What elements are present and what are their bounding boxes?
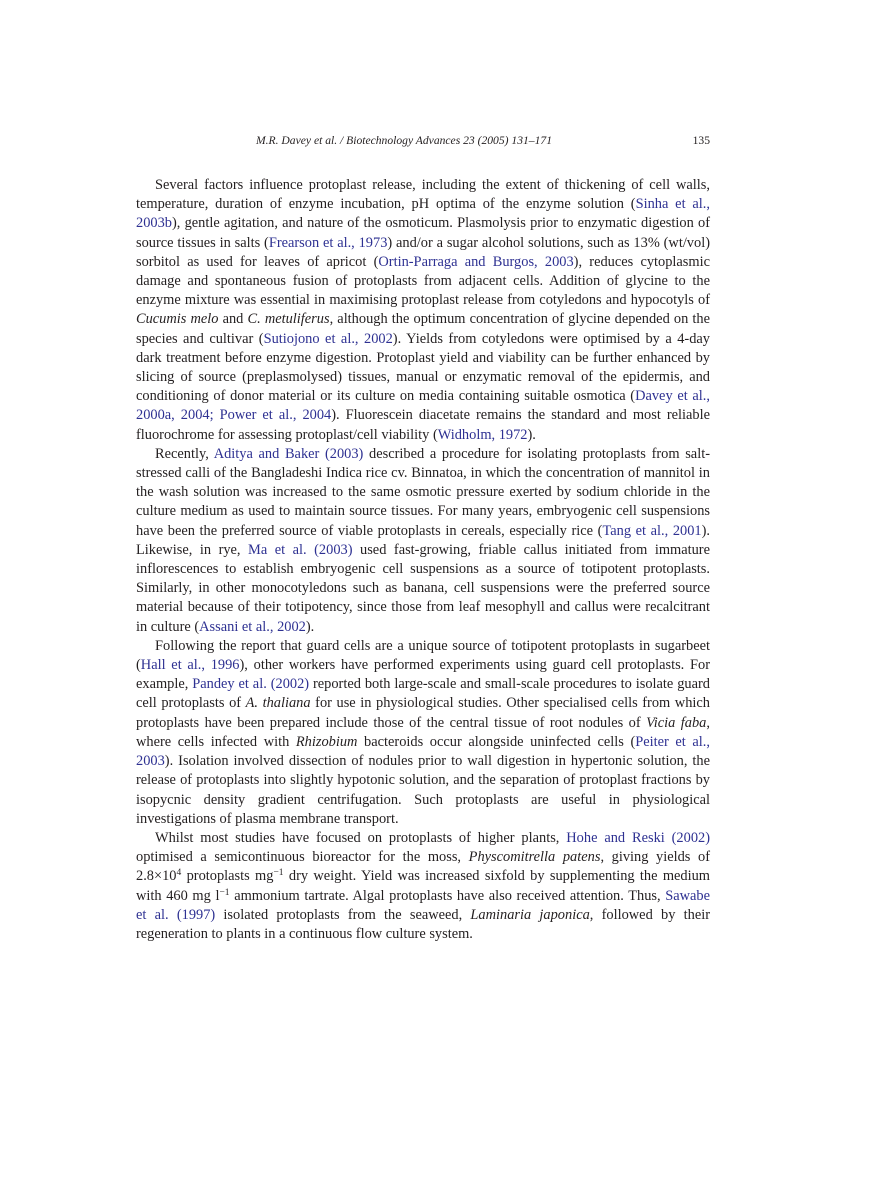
text-run: ). — [305, 618, 315, 635]
paragraph-protoplast-release — [136, 176, 710, 445]
text-run: Recently, — [155, 445, 214, 462]
journal-citation: M.R. Davey et al. / Biotechnology Advances 23 (2005) 131–171 — [256, 134, 552, 147]
species-name: Vicia faba — [646, 714, 707, 731]
text-run: , where cells infected with — [136, 714, 710, 750]
text-run: Several factors influence protoplast release, including the extent of thickening of cell walls, temperature, duration of enzyme incubation, pH optima of the enzyme solution ( — [136, 177, 710, 213]
text-run: , followed by their regeneration to plants in a continuous flow culture system. — [136, 906, 710, 942]
citation-link[interactable]: Davey et al., 2000a, 2004; Power et al., 2004 — [136, 388, 710, 424]
paragraph-moss-algae — [136, 829, 710, 944]
text-run: protoplasts mg — [181, 868, 274, 885]
citation-link[interactable]: Sinha et al., 2003b — [136, 196, 710, 232]
body-text — [136, 176, 710, 944]
text-run: ), gentle agitation, and nature of the osmoticum. Plasmolysis prior to enzymatic digestion of source tissues in salts ( — [136, 215, 710, 251]
citation-link[interactable]: Hall et al., 1996 — [140, 657, 240, 674]
text-run: ), reduces cytoplasmic damage and spontaneous fusion of protoplasts from adjacent cells. Addition of glycine to the enzyme mixture was essential in maximising protoplast release from cotyledons and hypocotyls of — [136, 253, 710, 309]
text-run: , although the optimum concentration of glycine depended on the species and cultivar ( — [136, 311, 710, 347]
citation-link[interactable]: Assani et al., 2002 — [199, 618, 306, 635]
page-number: 135 — [692, 134, 710, 147]
text-run: ). — [527, 426, 536, 443]
text-run: optimised a semicontinuous bioreactor for the moss, — [136, 849, 469, 866]
superscript: −1 — [219, 887, 230, 898]
citation-link[interactable]: Hohe and Reski (2002) — [566, 829, 711, 846]
citation-link[interactable]: Tang et al., 2001 — [602, 522, 702, 539]
citation-link[interactable]: Sawabe et al. (1997) — [136, 887, 710, 923]
text-run: dry weight. Yield was increased sixfold by supplementing the medium with 460 mg l — [136, 868, 710, 904]
text-run: bacteroids occur alongside uninfected cells ( — [357, 733, 636, 750]
paragraph-guard-cells — [136, 637, 710, 829]
citation-link[interactable]: Frearson et al., 1973 — [268, 234, 388, 251]
text-run: ). Likewise, in rye, — [136, 522, 710, 558]
species-name: Rhizobium — [295, 733, 358, 750]
text-run: ), other workers have performed experiments using guard cell protoplasts. For example, — [136, 657, 710, 693]
species-name: Cucumis melo — [136, 311, 219, 328]
superscript: 4 — [176, 868, 182, 879]
citation-link[interactable]: Widholm, 1972 — [437, 426, 528, 443]
text-run: ). Fluorescein diacetate remains the standard and most reliable fluorochrome for assessing protoplast/cell viability ( — [136, 407, 710, 443]
text-run: Whilst most studies have focused on protoplasts of higher plants, — [155, 829, 567, 846]
species-name: A. thaliana — [245, 695, 311, 712]
species-name: Physcomitrella patens — [468, 849, 601, 866]
species-name: C. metuliferus — [247, 311, 330, 328]
citation-link[interactable]: Aditya and Baker (2003) — [213, 445, 364, 462]
text-run: described a procedure for isolating protoplasts from salt-stressed calli of the Bangladeshi Indica rice cv. Binnatoa, in which the concentration of mannitol in the wash solution was increased to the same osmotic pressure exerted by sodium chloride in the culture medium as used to maintain source tissues. For many years, embryogenic cell suspensions have been the preferred source of viable protoplasts in cereals, especially rice ( — [136, 445, 710, 539]
text-run: reported both large-scale and small-scale procedures to isolate guard cell protoplasts of — [136, 676, 710, 712]
text-run: ) and/or a sugar alcohol solutions, such as 13% (wt/vol) sorbitol as used for leaves of apricot ( — [136, 234, 710, 270]
citation-link[interactable]: Peiter et al., 2003 — [136, 733, 710, 770]
citation-link[interactable]: Sutiojono et al., 2002 — [263, 330, 393, 347]
superscript: −1 — [273, 868, 284, 879]
citation-link[interactable]: Ortin-Parraga and Burgos, 2003 — [378, 253, 574, 270]
text-run: ). Isolation involved dissection of nodules prior to wall digestion in hypertonic solution, the release of protoplasts into slightly hypotonic solution, and the separation of protoplast fractions by isopycnic density gradient centrifugation. Such protoplasts are useful in physiological investigations of plasma membrane transport. — [136, 753, 710, 827]
text-run: , giving yields of 2.8×10 — [136, 849, 711, 885]
text-run: for use in physiological studies. Other specialised cells from which protoplasts have been prepared include those of the central tissue of root nodules of — [136, 695, 710, 731]
text-run: and — [218, 311, 248, 328]
running-head — [136, 134, 710, 150]
paragraph-rice-protoplasts — [136, 445, 710, 637]
citation-link[interactable]: Pandey et al. (2002) — [192, 676, 310, 693]
species-name: Laminaria japonica — [470, 906, 590, 923]
text-run: ). Yields from cotyledons were optimised by a 4-day dark treatment before enzyme digestion. Protoplast yield and viability can be further enhanced by slicing of source (preplasmolysed) tissues, manual or enzymatic removal of the epidermis, and conditioning of donor material or its culture on media containing suitable osmotica ( — [136, 330, 711, 405]
text-run: Following the report that guard cells are a unique source of totipotent protoplasts in sugarbeet ( — [136, 637, 710, 674]
text-run: used fast-growing, friable callus initiated from immature inflorescences to establish embryogenic cell suspensions as a source of totipotent protoplasts. Similarly, in other monocotyledons such as banana, cell suspensions were the preferred source material because of their totipotency, since those from leaf mesophyll and callus were recalcitrant in culture ( — [136, 541, 710, 635]
text-run: isolated protoplasts from the seaweed, — [215, 906, 471, 923]
citation-link[interactable]: Ma et al. (2003) — [248, 541, 353, 558]
text-run: ammonium tartrate. Algal protoplasts have also received attention. Thus, — [229, 887, 666, 904]
